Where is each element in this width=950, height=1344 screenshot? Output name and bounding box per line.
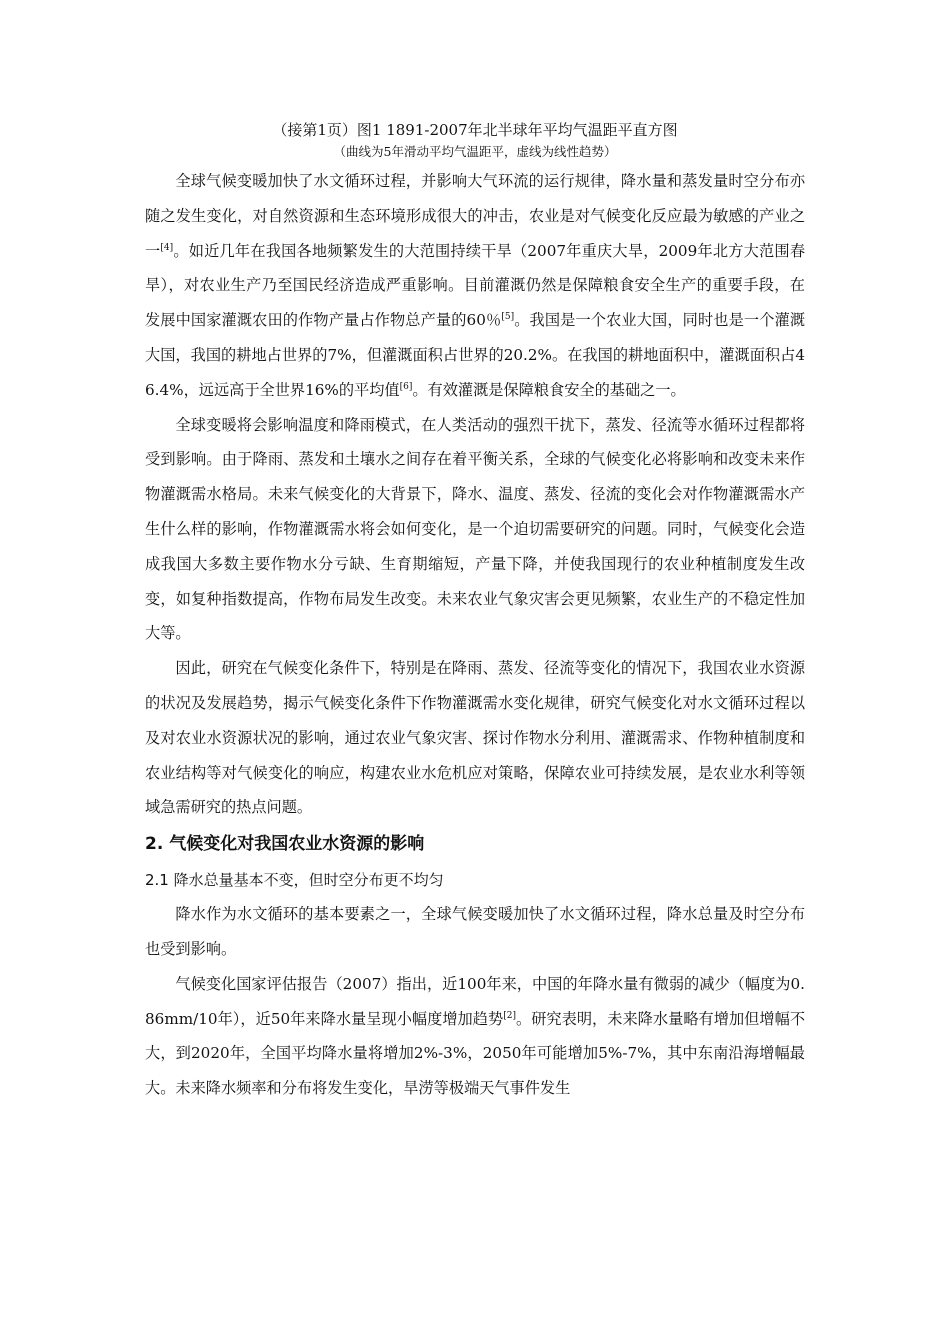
paragraph-3: 因此，研究在气候变化条件下，特别是在降雨、蒸发、径流等变化的情况下，我国农业水资源的状况及发展趋势，揭示气候变化条件下作物灌溉需水变化规律，研究气候变化对水文循环过程以及对农业水资源状况的影响，通过农业气象灾害、探讨作物水分利用、灌溉需求、作物种植制度和农业结构等对气候变化的响应，构建农业水危机应对策略，保障农业可持续发展，是农业水利等领域急需研究的热点问题。 <box>145 659 805 817</box>
figure-subcaption: （曲线为5年滑动平均气温距平，虚线为线性趋势） <box>333 144 617 159</box>
paragraph-text: 。如近几年在我国各地频繁发生的大范围持续干旱（2007年重庆大旱，2009年北方大范围春旱），对农业生产乃至国民经济造成严重影响。目前灌溉仍然是保障粮食安全生产的重要手段，在发展中国家灌溉农田的作物产量占作物总产量的60％ <box>145 241 806 330</box>
figure-caption: （接第1页）图1 1891-2007年北半球年平均气温距平直方图 <box>272 121 678 139</box>
paragraph-text: 气候变化国家评估报告（2007）指出，近100年来，中国的年降水量有微弱的减少（幅度为0.86mm/10年），近50年来降水量呈现小幅度增加趋势 <box>145 974 805 1028</box>
citation-6: [6] <box>399 381 413 392</box>
paragraph-2: 全球变暖将会影响温度和降雨模式，在人类活动的强烈干扰下，蒸发、径流等水循环过程都将受到影响。由于降雨、蒸发和土壤水之间存在着平衡关系，全球的气候变化必将影响和改变未来作物灌溉需水格局。未来气候变化的大背景下，降水、温度、蒸发、径流的变化会对作物灌溉需水产生什么样的影响，作物灌溉需水将会如何变化，是一个迫切需要研究的问题。同时，气候变化会造成我国大多数主要作物水分亏缺、生育期缩短，产量下降，并使我国现行的农业种植制度发生改变，如复种指数提高，作物布局发生改变。未来农业气象灾害会更见频繁，农业生产的不稳定性加大等。 <box>145 415 805 643</box>
paragraph-text: 。研究表明，未来降水量略有增加但增幅不大，到2020年，全国平均降水量将增加2%-3%，2050年可能增加5%-7%，其中东南沿海增幅最大。未来降水频率和分布将发生变化，旱涝等极端天气事件发生 <box>145 1009 806 1098</box>
paragraph-5 <box>145 967 805 1106</box>
paragraph-1 <box>145 164 805 408</box>
subsection-heading-2-1: 2.1 降水总量基本不变，但时空分布更不均匀 <box>145 871 444 890</box>
document-page <box>145 118 805 1106</box>
paragraph-text: 。我国是一个农业大国，同时也是一个灌溉大国，我国的耕地占世界的7%，但灌溉面积占世界的20.2%。在我国的耕地面积中，灌溉面积占46.4%，远远高于全世界16%的平均值 <box>145 311 806 399</box>
paragraph-text: 。有效灌溉是保障粮食安全的基础之一。 <box>412 380 686 399</box>
citation-4: [4] <box>160 242 174 253</box>
section-heading-2: 2. 气候变化对我国农业水资源的影响 <box>145 834 425 855</box>
paragraph-4: 降水作为水文循环的基本要素之一，全球气候变暖加快了水文循环过程，降水总量及时空分布也受到影响。 <box>145 905 805 958</box>
citation-5: [5] <box>501 312 515 323</box>
paragraph-text: 全球气候变暖加快了水文循环过程，并影响大气环流的运行规律，降水量和蒸发量时空分布亦随之发生变化，对自然资源和生态环境形成很大的冲击，农业是对气候变化反应最为敏感的产业之一 <box>145 172 805 260</box>
citation-2: [2] <box>503 1010 516 1021</box>
